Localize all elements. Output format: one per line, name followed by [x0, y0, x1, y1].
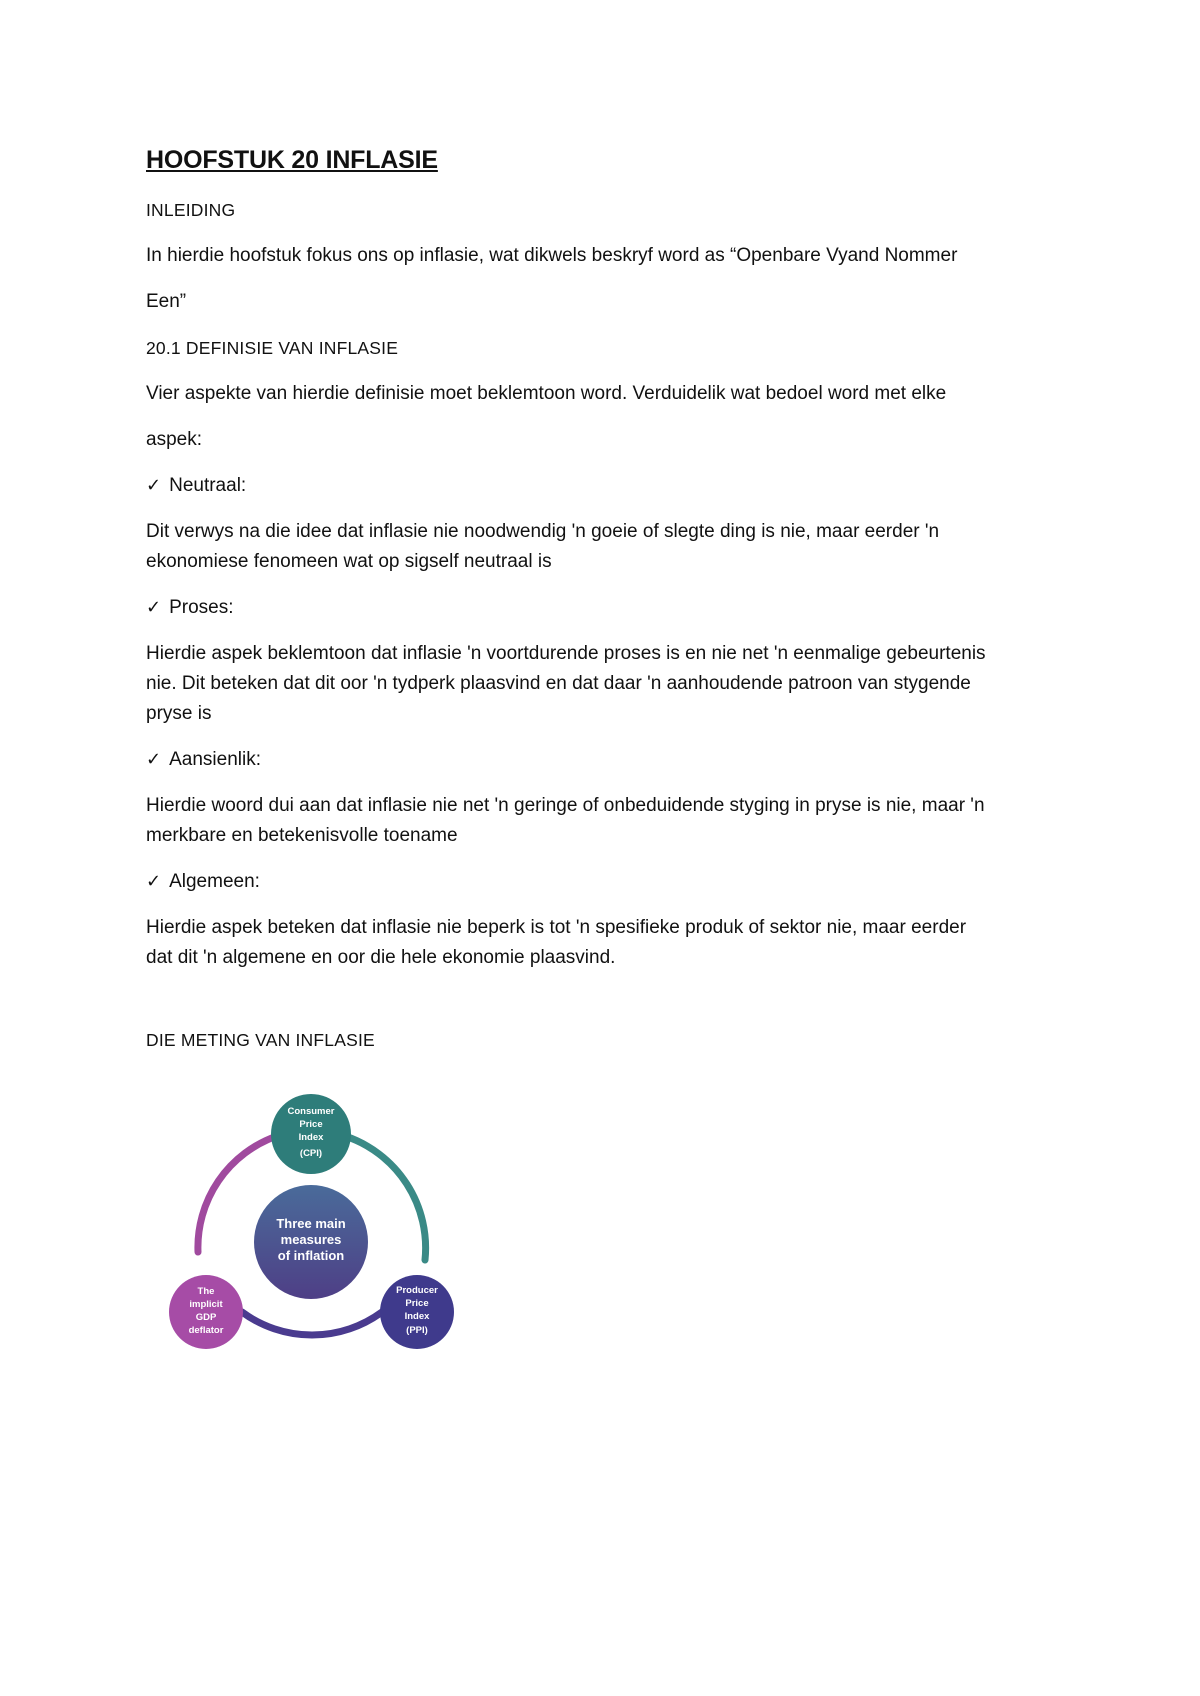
- center-label-line: measures: [280, 1232, 342, 1247]
- aspect-label: Neutraal:: [169, 475, 247, 496]
- aspect-algemeen-label: [146, 867, 1076, 897]
- aspect-aansienlik-label: [146, 745, 1076, 775]
- cpi-label-line: Index: [298, 1132, 324, 1143]
- document-body: [146, 146, 1076, 1055]
- aspect-text-line: Hierdie woord dui aan dat inflasie nie net 'n geringe of onbeduidende styging in pryse is nie, maar 'n: [146, 795, 985, 816]
- aspect-text-line: nie. Dit beteken dat dit oor 'n tydperk plaasvind en dat daar 'n aanhoudende patroon van stygende: [146, 673, 971, 694]
- aspect-text-line: Hierdie aspek beklemtoon dat inflasie 'n voortdurende proses is en nie net 'n eenmalige gebeurtenis: [146, 643, 986, 664]
- gdp-label-line: The: [197, 1286, 215, 1297]
- ppi-label-line: Price: [405, 1298, 429, 1309]
- aspect-text-line: pryse is: [146, 703, 212, 724]
- gdp-label-line: implicit: [189, 1299, 223, 1310]
- checkmark-icon: ✓: [146, 749, 162, 770]
- measures-cycle-graphic: [162, 1090, 462, 1380]
- center-label-line: of inflation: [277, 1248, 345, 1263]
- aspect-text-line: dat dit 'n algemene en oor die hele ekonomie plaasvind.: [146, 947, 616, 968]
- aspect-neutraal-label: [146, 471, 1076, 501]
- checkmark-icon: ✓: [146, 871, 162, 892]
- aspect-text-line: Dit verwys na die idee dat inflasie nie noodwendig 'n goeie of slegte ding is nie, maar eerder 'n: [146, 521, 940, 542]
- aspect-label: Algemeen:: [169, 871, 260, 892]
- cpi-label-line: Price: [299, 1119, 323, 1130]
- section-1-line-1: Vier aspekte van hierdie definisie moet beklemtoon word. Verduidelik wat bedoel word met elke: [146, 383, 947, 404]
- intro-line-1: In hierdie hoofstuk fokus ons op inflasie, wat dikwels beskryf word as “Openbare Vyand Nommer: [146, 245, 958, 266]
- intro-heading: INLEIDING: [146, 200, 236, 220]
- chapter-title: HOOFSTUK 20 INFLASIE: [146, 146, 438, 174]
- aspect-text-line: Hierdie aspek beteken dat inflasie nie beperk is tot 'n spesifieke produk of sektor nie, maar eerder: [146, 917, 967, 938]
- section-1-heading: 20.1 DEFINISIE VAN INFLASIE: [146, 338, 399, 358]
- ppi-label-line: (PPI): [406, 1325, 428, 1336]
- gdp-label-line: GDP: [195, 1312, 217, 1323]
- center-label-line: Three main: [276, 1216, 346, 1231]
- ppi-label-line: Index: [404, 1311, 430, 1322]
- gdp-label-line: deflator: [188, 1325, 224, 1336]
- aspect-proses-label: [146, 593, 1076, 623]
- cpi-label-line: (CPI): [299, 1148, 323, 1159]
- cpi-label-line: Consumer: [287, 1106, 335, 1117]
- aspect-text-line: merkbare en betekenisvolle toename: [146, 825, 458, 846]
- section-1-line-2: aspek:: [146, 429, 202, 450]
- ring-arc-purple: [242, 1312, 382, 1335]
- aspect-label: Proses:: [169, 597, 234, 618]
- checkmark-icon: ✓: [146, 597, 162, 618]
- aspect-label: Aansienlik:: [169, 749, 261, 770]
- inflation-measures-diagram: [162, 1090, 462, 1380]
- measurement-heading: DIE METING VAN INFLASIE: [146, 1030, 375, 1050]
- checkmark-icon: ✓: [146, 475, 162, 496]
- intro-line-2: Een”: [146, 291, 187, 312]
- ppi-label-line: Producer: [396, 1285, 438, 1296]
- aspect-text-line: ekonomiese fenomeen wat op sigself neutraal is: [146, 551, 552, 572]
